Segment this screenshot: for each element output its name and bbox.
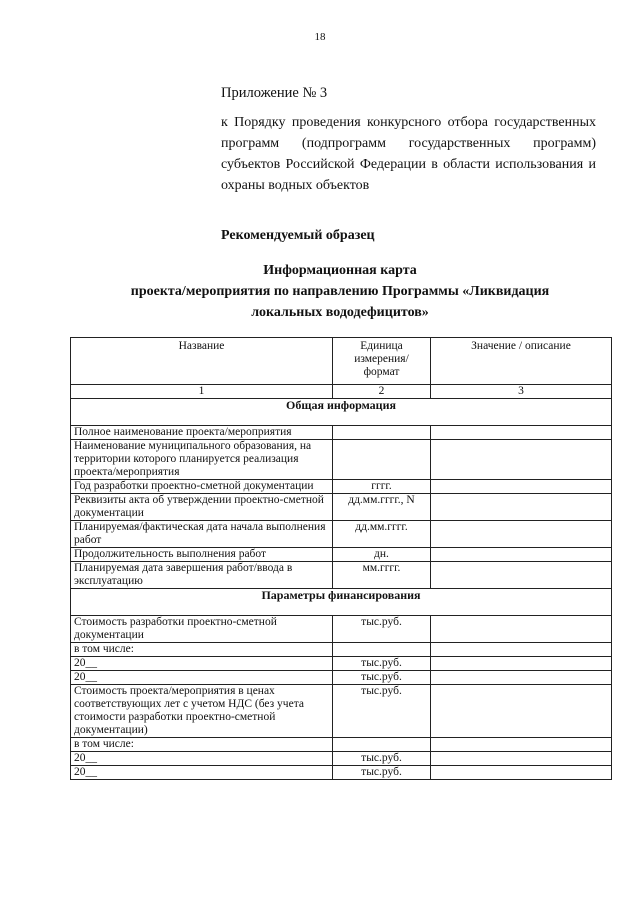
row-name: Стоимость проекта/мероприятия в ценах соответствующих лет с учетом НДС (без учета стоимости разработки проектно-сметной документации)	[71, 685, 333, 738]
sample-label: Рекомендуемый образец	[221, 228, 375, 243]
section-title: Параметры финансирования	[71, 589, 612, 616]
row-value	[431, 738, 612, 752]
card-title-line-1: Информационная карта	[263, 263, 417, 278]
page-number: 18	[314, 31, 326, 43]
row-value	[431, 494, 612, 521]
row-value	[431, 752, 612, 766]
row-name: Год разработки проектно-сметной документации	[71, 480, 333, 494]
row-name: Планируемая дата завершения работ/ввода в эксплуатацию	[71, 562, 333, 589]
appendix-title: Приложение № 3	[221, 85, 328, 101]
index-cell-2: 2	[333, 385, 431, 399]
table-row	[71, 685, 612, 738]
row-unit: тыс.руб.	[333, 685, 431, 738]
row-unit: мм.гггг.	[333, 562, 431, 589]
row-unit: тыс.руб.	[333, 657, 431, 671]
row-unit	[333, 426, 431, 440]
section-row	[71, 589, 612, 616]
index-cell-1: 1	[71, 385, 333, 399]
row-name: 20__	[71, 752, 333, 766]
header-name: Название	[71, 338, 333, 385]
row-name: Наименование муниципального образования, на территории которого планируется реализация проекта/мероприятия	[71, 440, 333, 480]
table-row	[71, 657, 612, 671]
row-unit: дд.мм.гггг.	[333, 521, 431, 548]
table-row	[71, 738, 612, 752]
row-unit: дд.мм.гггг., N	[333, 494, 431, 521]
row-value	[431, 440, 612, 480]
card-title-line-3: локальных вододефицитов»	[251, 305, 429, 320]
row-value	[431, 657, 612, 671]
row-unit: тыс.руб.	[333, 766, 431, 780]
table-row	[71, 766, 612, 780]
table-header-row	[71, 338, 612, 385]
row-unit: тыс.руб.	[333, 671, 431, 685]
row-name: Реквизиты акта об утверждении проектно-сметной документации	[71, 494, 333, 521]
index-cell-3: 3	[431, 385, 612, 399]
table-row	[71, 521, 612, 548]
row-value	[431, 766, 612, 780]
table-row	[71, 643, 612, 657]
row-unit	[333, 738, 431, 752]
appendix-text: к Порядку проведения конкурсного отбора государственных программ (подпрограмм государственных программ) субъектов Российской Федерации в области использования и охраны водных объектов	[221, 115, 596, 193]
table-row	[71, 494, 612, 521]
row-name: в том числе:	[71, 738, 333, 752]
header-unit: Единица измерения/ формат	[333, 338, 431, 385]
row-name: Стоимость разработки проектно-сметной документации	[71, 616, 333, 643]
row-value	[431, 643, 612, 657]
card-title-line-2: проекта/мероприятия по направлению Программы «Ликвидация	[130, 284, 550, 299]
row-unit	[333, 643, 431, 657]
row-value	[431, 685, 612, 738]
table-row	[71, 752, 612, 766]
row-value	[431, 548, 612, 562]
row-value	[431, 426, 612, 440]
row-name: 20__	[71, 657, 333, 671]
row-value	[431, 671, 612, 685]
row-value	[431, 480, 612, 494]
row-name: Полное наименование проекта/мероприятия	[71, 426, 333, 440]
table-row	[71, 440, 612, 480]
card-title	[70, 260, 610, 323]
row-name: 20__	[71, 766, 333, 780]
header-value: Значение / описание	[431, 338, 612, 385]
row-unit	[333, 440, 431, 480]
table-index-row	[71, 385, 612, 399]
row-value	[431, 562, 612, 589]
row-unit: тыс.руб.	[333, 616, 431, 643]
row-unit: гггг.	[333, 480, 431, 494]
table-row	[71, 616, 612, 643]
row-name: Планируемая/фактическая дата начала выполнения работ	[71, 521, 333, 548]
row-unit: тыс.руб.	[333, 752, 431, 766]
row-value	[431, 521, 612, 548]
row-unit: дн.	[333, 548, 431, 562]
table-row	[71, 480, 612, 494]
row-name: в том числе:	[71, 643, 333, 657]
row-name: Продолжительность выполнения работ	[71, 548, 333, 562]
info-card-table	[70, 337, 612, 780]
table-row	[71, 426, 612, 440]
row-name: 20__	[71, 671, 333, 685]
table-row	[71, 671, 612, 685]
row-value	[431, 616, 612, 643]
table-row	[71, 548, 612, 562]
section-row	[71, 399, 612, 426]
section-title: Общая информация	[71, 399, 612, 426]
table-row	[71, 562, 612, 589]
